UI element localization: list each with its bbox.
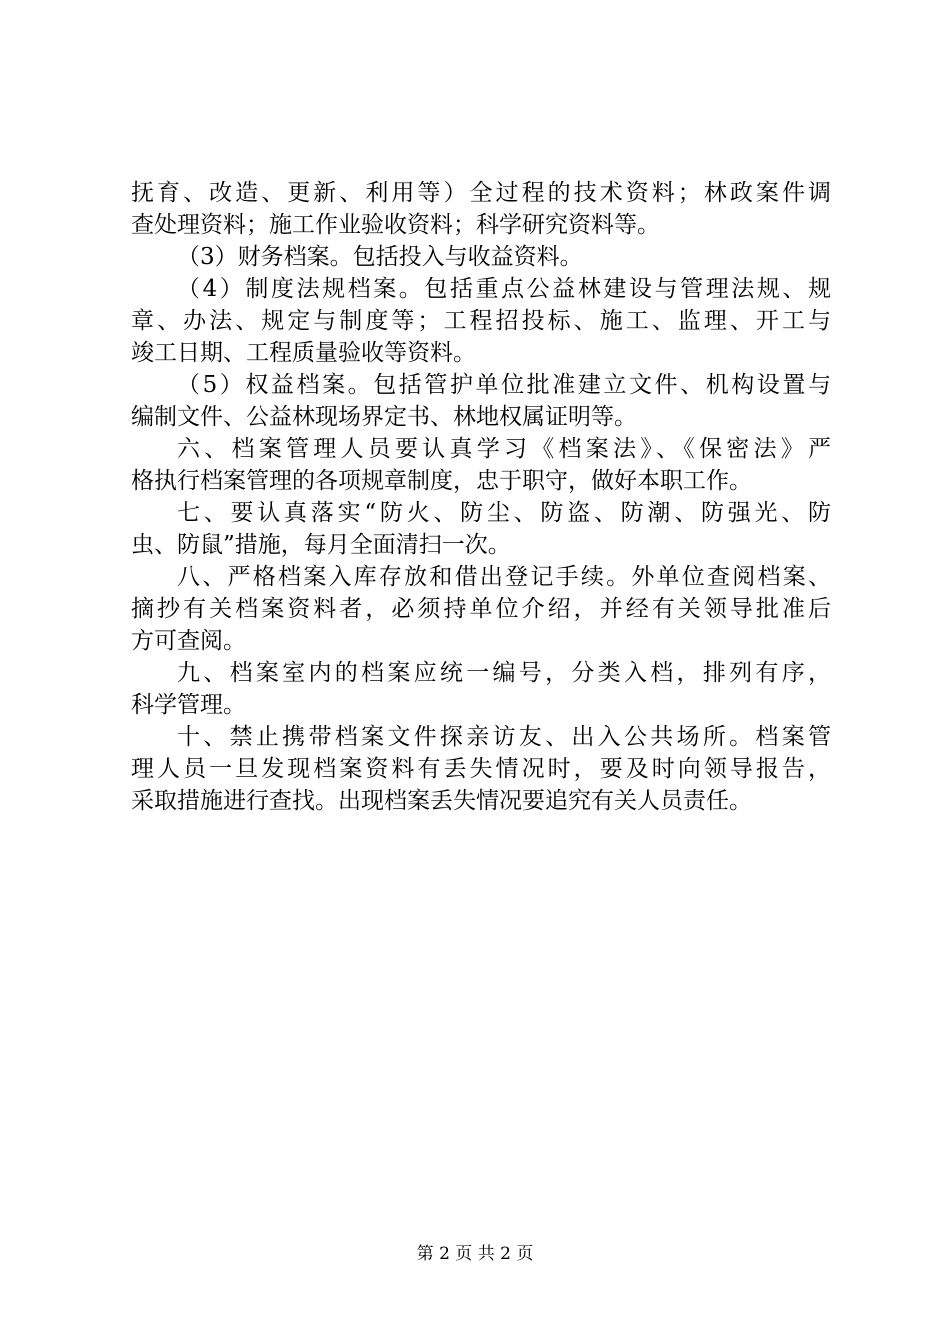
text-line: 抚育、改造、更新、利用等）全过程的技术资料；林政案件调 <box>131 180 831 206</box>
text-line: 八、严格档案入库存放和借出登记手续。外单位查阅档案、 <box>177 564 831 590</box>
text-line: （5）权益档案。包括管护单位批准建立文件、机构设置与 <box>177 372 831 398</box>
text-line: 格执行档案管理的各项规章制度，忠于职守，做好本职工作。 <box>131 468 752 494</box>
text-line: 摘抄有关档案资料者，必须持单位介绍，并经有关领导批准后 <box>131 596 831 622</box>
text-line: 方可查阅。 <box>131 628 246 654</box>
text-line: 理人员一旦发现档案资料有丢失情况时，要及时向领导报告， <box>131 756 831 782</box>
text-line: 十、禁止携带档案文件探亲访友、出入公共场所。档案管 <box>177 724 831 750</box>
text-line: （4）制度法规档案。包括重点公益林建设与管理法规、规 <box>177 276 831 302</box>
document-body <box>131 177 831 817</box>
text-line: 虫、防鼠”措施，每月全面清扫一次。 <box>131 532 511 558</box>
text-line: 九、档案室内的档案应统一编号，分类入档，排列有序， <box>177 660 831 686</box>
text-line: 六、档案管理人员要认真学习《档案法》、《保密法》严 <box>177 436 831 462</box>
text-line: 七、要认真落实“防火、防尘、防盗、防潮、防强光、防 <box>177 500 831 526</box>
text-line: 科学管理。 <box>131 692 246 718</box>
page-footer: 第 2 页 共 2 页 <box>416 1244 534 1264</box>
text-line: 章、办法、规定与制度等；工程招投标、施工、监理、开工与 <box>131 308 831 334</box>
text-line: 编制文件、公益林现场界定书、林地权属证明等。 <box>131 404 637 430</box>
text-line: （3）财务档案。包括投入与收益资料。 <box>177 244 583 270</box>
text-line: 竣工日期、工程质量验收等资料。 <box>131 340 476 366</box>
text-line: 采取措施进行查找。出现档案丢失情况要追究有关人员责任。 <box>131 788 752 814</box>
text-line: 查处理资料；施工作业验收资料；科学研究资料等。 <box>131 212 660 238</box>
